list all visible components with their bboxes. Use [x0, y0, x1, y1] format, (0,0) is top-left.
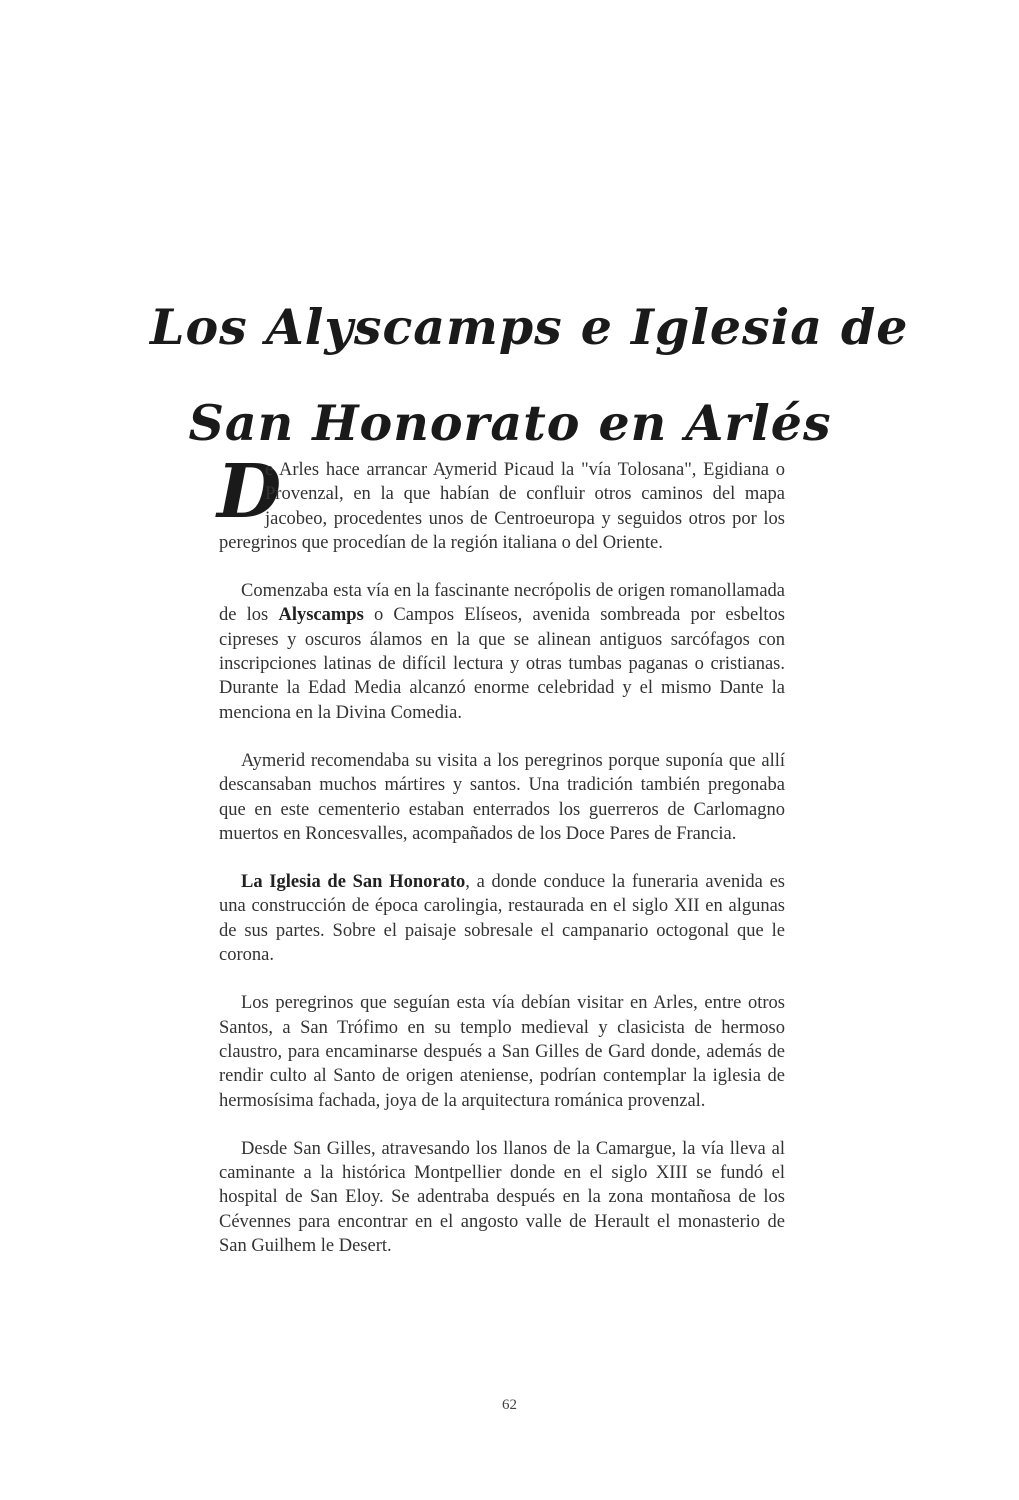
- title-line-1: Los Alyscamps e Iglesia de: [150, 297, 909, 356]
- paragraph-2-after: o Campos Elíseos, avenida sombreada por esbeltos cipreses y oscuros álamos en la que se alinean antiguos sarcófagos con inscripciones latinas de difícil lectura y otras tumbas paganas o cristianas. Durante la Edad Media alcanzó enorme celebridad y el mismo Dante la menciona en la Divina Comedia.: [219, 605, 786, 723]
- paragraph-6: [219, 1137, 785, 1258]
- paragraph-1-text: e Arles hace arrancar Aymerid Picaud la "vía Tolosana", Egidiana o Provenzal, en la que habían de confluir otros caminos del mapa jacobeo, procedentes unos de Centroeuropa y seguidos otros por los peregrinos que procedían de la región italiana o del Oriente.: [219, 460, 785, 553]
- page-number: 62: [502, 1397, 517, 1413]
- paragraph-3-text: Aymerid recomendaba su visita a los peregrinos porque suponía que allí descansaban muchos mártires y santos. Una tradición también pregonaba que en este cementerio estaban enterrados los guerreros de Carlomagno muertos en Roncesvalles, acompañados de los Doce Pares de Francia.: [219, 750, 785, 844]
- paragraph-5-text: Los peregrinos que seguían esta vía debían visitar en Arles, entre otros Santos, a San Trófimo en su templo medieval y clasicista de hermoso claustro, para encaminarse después a San Gilles de Gard donde, además de rendir culto al Santo de origen ateniense, podrían contemplar la iglesia de hermosísima fachada, joya de la arquitectura románica provenzal.: [219, 993, 785, 1111]
- paragraph-4-bold: La Iglesia de San Honorato: [241, 872, 466, 893]
- paragraph-4: [219, 870, 785, 967]
- paragraph-3: [219, 749, 785, 846]
- paragraph-2-before: Comenzaba esta vía en la fascinante necrópolis de origen romanollamada de los: [219, 581, 785, 626]
- paragraph-4-after: , a donde conduce la funeraria avenida es una construcción de época carolingia, restaurada en el siglo XII en algunas de sus partes. Sobre el paisaje sobresale el campanario octogonal que le corona.: [219, 872, 785, 966]
- paragraph-2-bold: Alyscamps: [278, 605, 364, 626]
- drop-cap: D: [217, 449, 282, 535]
- paragraph-1: [217, 449, 785, 555]
- paragraph-5: [219, 991, 785, 1112]
- body-text: [217, 449, 786, 1282]
- paragraph-2: [219, 579, 785, 725]
- paragraph-6-text: Desde San Gilles, atravesando los llanos de la Camargue, la vía lleva al caminante a la histórica Montpellier donde en el siglo XIII se fundó el hospital de San Eloy. Se adentraba después en la zona montañosa de los Cévennes para encontrar en el angosto valle de Herault el monasterio de San Guilhem le Desert.: [219, 1138, 785, 1257]
- title-line-2: San Honorato en Arlés: [188, 393, 832, 452]
- page-title: [150, 279, 909, 471]
